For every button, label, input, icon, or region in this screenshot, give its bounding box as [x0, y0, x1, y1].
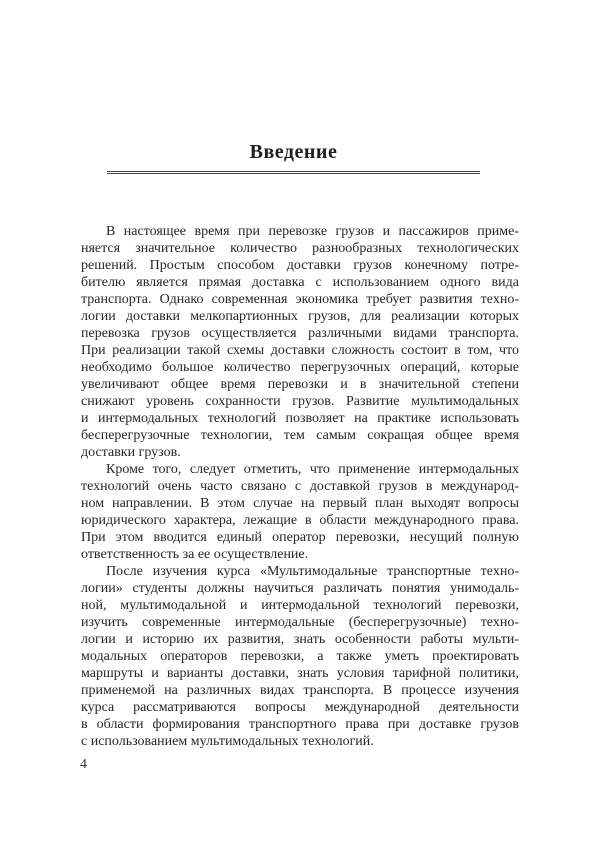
text-line: в области формирования транспортного права при доставке грузов — [81, 717, 519, 732]
text-line: транспорта. Однако современная экономика требует развития техно- — [81, 292, 519, 307]
body-text — [81, 223, 519, 750]
text-line: увеличивают общее время перевозки и в значительной степени — [81, 377, 519, 392]
paragraph — [81, 223, 519, 461]
text-line: Кроме того, следует отметить, что применение интермодальных — [106, 462, 519, 477]
text-line: юридического характера, лежащие в области международного права. — [81, 513, 519, 528]
paragraph — [81, 563, 519, 750]
text-line: изучить современные интермодальные (бесперегрузочные) техно- — [81, 615, 519, 630]
text-line: ной, мультимодальной и интермодальной технологий перевозки, — [81, 598, 519, 613]
text-line: ответственность за ее осуществление. — [81, 547, 309, 562]
text-line: снижают уровень сохранности грузов. Развитие мультимодальных — [81, 394, 519, 409]
chapter-heading — [107, 141, 480, 174]
text-line: доставки грузов. — [81, 445, 181, 460]
text-line: необходимо большое количество перегрузочных операций, которые — [81, 360, 519, 375]
text-line: В настоящее время при перевозке грузов и пассажиров приме- — [106, 224, 519, 239]
text-line: няется значительное количество разнообразных технологических — [81, 241, 519, 256]
text-line: решений. Простым способом доставки грузов конечному потре- — [81, 258, 519, 273]
paragraph — [81, 461, 519, 563]
text-line: логии и историю их развития, знать особенности работы мульти- — [81, 632, 519, 647]
page-title: Введение — [249, 141, 338, 163]
text-line: логии» студенты должны научиться различать понятия унимодаль- — [81, 581, 519, 596]
text-line: модальных операторов перевозки, а также уметь проектировать — [81, 649, 519, 664]
text-line: бителю является прямая доставка с использованием одного вида — [81, 275, 519, 290]
text-line: ном направлении. В этом случае на первый план выходят вопросы — [81, 496, 519, 511]
text-line: перевозка грузов осуществляется различными видами транспорта. — [81, 326, 519, 341]
text-line: логии доставки мелкопартионных грузов, для реализации которых — [81, 309, 519, 324]
text-line: маршруты и варианты доставки, знать условия тарифной политики, — [81, 666, 519, 681]
text-line: и интермодальных технологий позволяет на практике использовать — [81, 411, 519, 426]
text-line: При реализации такой схемы доставки сложность состоит в том, что — [81, 343, 519, 358]
text-line: При этом вводится единый оператор перевозки, несущий полную — [81, 530, 519, 545]
text-line: с использованием мультимодальных технологий. — [81, 734, 374, 749]
text-line: После изучения курса «Мультимодальные транспортные техно- — [106, 564, 519, 579]
page-number: 4 — [80, 757, 87, 772]
text-line: бесперегрузочные технологии, тем самым сокращая общее время — [81, 428, 519, 443]
title-double-rule — [107, 171, 480, 174]
text-line: курса рассматриваются вопросы международной деятельности — [81, 700, 519, 715]
text-line: технологий очень часто связано с доставкой грузов в международ- — [81, 479, 519, 494]
text-line: применемой на различных видах транспорта. В процессе изучения — [81, 683, 519, 698]
